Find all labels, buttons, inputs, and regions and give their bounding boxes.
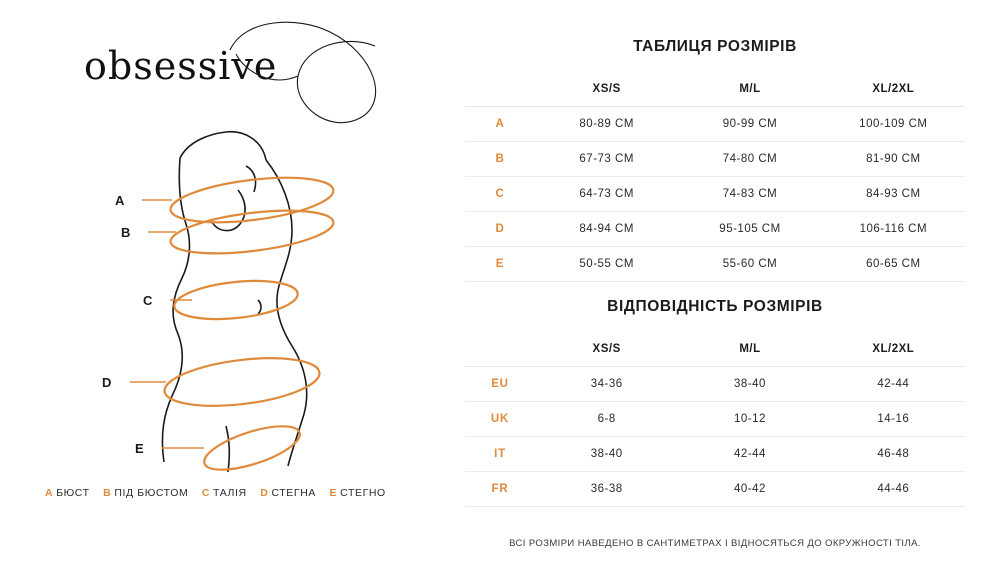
tables-panel: [430, 0, 1000, 570]
measurements-col-1: XS/S: [535, 72, 678, 106]
body-figure: [30, 10, 430, 480]
cell-b-xss: 67-73 CM: [579, 152, 634, 165]
footnote: ВСІ РОЗМІРИ НАВЕДЕНО В САНТИМЕТРАХ І ВІДНОСЯТЬСЯ ДО ОКРУЖНОСТІ ТІЛА.: [509, 538, 921, 549]
legend-label-e: СТЕГНО: [340, 487, 386, 499]
cell-c-ml: 74-83 CM: [722, 187, 778, 200]
legend-item-b: [103, 487, 192, 499]
legend-key-b: B: [103, 487, 112, 499]
row-label-b: B: [495, 152, 505, 165]
cell-uk-xl2xl: 14-16: [877, 412, 910, 425]
cell-d-xl2xl: 106-116 CM: [859, 222, 928, 235]
cell-eu-ml: 38-40: [734, 377, 766, 390]
conversion-table: [465, 332, 965, 507]
cell-e-xss: 50-55 CM: [579, 257, 634, 270]
table-row: [465, 211, 965, 246]
cell-b-ml: 74-80 CM: [722, 152, 778, 165]
measurements-col-3: XL/2XL: [822, 72, 965, 106]
cell-fr-xss: 36-38: [590, 482, 623, 495]
measure-ellipse-b: [168, 203, 335, 261]
measurements-col-2: M/L: [678, 72, 821, 106]
table-header-row: [465, 72, 965, 106]
legend-label-a: БЮСТ: [56, 487, 90, 499]
legend-item-e: [330, 487, 386, 499]
measure-ellipse-e: [200, 417, 305, 478]
body-figure-svg: [30, 10, 430, 480]
row-label-uk: UK: [490, 412, 510, 425]
logo-swirl-icon: [230, 22, 376, 122]
legend-label-d: СТЕГНА: [271, 487, 316, 499]
cell-it-xss: 38-40: [590, 447, 623, 460]
measurements-table: [465, 72, 965, 282]
figure-marker-a: A: [115, 193, 125, 208]
conversion-title: ВІДПОВІДНІСТЬ РОЗМІРІВ: [607, 298, 823, 315]
measure-ellipse-a: [168, 170, 336, 230]
cell-it-ml: 42-44: [734, 447, 766, 460]
cell-eu-xl2xl: 42-44: [877, 377, 910, 390]
table-header-row: [465, 332, 965, 366]
table-row: [465, 401, 965, 436]
cell-uk-ml: 10-12: [734, 412, 766, 425]
row-label-fr: FR: [491, 482, 509, 495]
cell-b-xl2xl: 81-90 CM: [866, 152, 921, 165]
row-label-d: D: [495, 222, 505, 235]
cell-c-xss: 64-73 CM: [579, 187, 634, 200]
conversion-col-0: [465, 332, 535, 366]
legend-item-c: [202, 487, 250, 499]
figure-marker-b: B: [121, 225, 131, 240]
table-row: [465, 471, 965, 506]
legend-key-d: D: [260, 487, 269, 499]
table-row: [465, 176, 965, 211]
measure-ellipses: [130, 170, 336, 479]
legend-key-e: E: [329, 487, 338, 499]
cell-a-xss: 80-89 CM: [579, 117, 634, 130]
row-label-e: E: [495, 257, 505, 270]
brand-name: obsessive: [84, 44, 278, 88]
cell-a-ml: 90-99 CM: [722, 117, 778, 130]
cell-d-ml: 95-105 CM: [719, 222, 781, 235]
legend-key-c: C: [201, 487, 211, 499]
cell-c-xl2xl: 84-93 CM: [866, 187, 921, 200]
row-label-a: A: [495, 117, 505, 130]
legend-label-b: ПІД БЮСТОМ: [114, 487, 189, 499]
conversion-col-2: M/L: [678, 332, 821, 366]
cell-e-ml: 55-60 CM: [722, 257, 778, 270]
illustration-panel: [0, 0, 430, 570]
table-row: [465, 366, 965, 401]
conversion-section: [465, 298, 965, 507]
legend-label-c: ТАЛІЯ: [213, 487, 247, 499]
table-row: [465, 246, 965, 281]
cell-it-xl2xl: 46-48: [877, 447, 910, 460]
table-row: [465, 436, 965, 471]
cell-eu-xss: 34-36: [590, 377, 623, 390]
cell-fr-xl2xl: 44-46: [877, 482, 910, 495]
cell-uk-xss: 6-8: [597, 412, 616, 425]
measure-ellipse-d: [162, 351, 322, 414]
legend: [45, 487, 425, 499]
cell-a-xl2xl: 100-109 CM: [859, 117, 928, 130]
legend-item-a: [45, 487, 93, 499]
cell-d-xss: 84-94 CM: [579, 222, 634, 235]
row-label-it: IT: [494, 447, 506, 460]
cell-e-xl2xl: 60-65 CM: [866, 257, 921, 270]
measurements-col-0: [465, 72, 535, 106]
row-label-c: C: [495, 187, 505, 200]
table-row: [465, 141, 965, 176]
legend-key-a: A: [45, 487, 54, 499]
conversion-col-3: XL/2XL: [822, 332, 965, 366]
measurements-title: ТАБЛИЦЯ РОЗМІРІВ: [633, 38, 797, 55]
figure-marker-c: C: [143, 293, 153, 308]
measurements-section: [465, 38, 965, 282]
legend-item-d: [260, 487, 319, 499]
cell-fr-ml: 40-42: [734, 482, 766, 495]
row-label-eu: EU: [491, 377, 509, 390]
table-row: [465, 106, 965, 141]
conversion-col-1: XS/S: [535, 332, 678, 366]
figure-marker-e: E: [135, 441, 144, 456]
figure-marker-d: D: [102, 375, 112, 390]
